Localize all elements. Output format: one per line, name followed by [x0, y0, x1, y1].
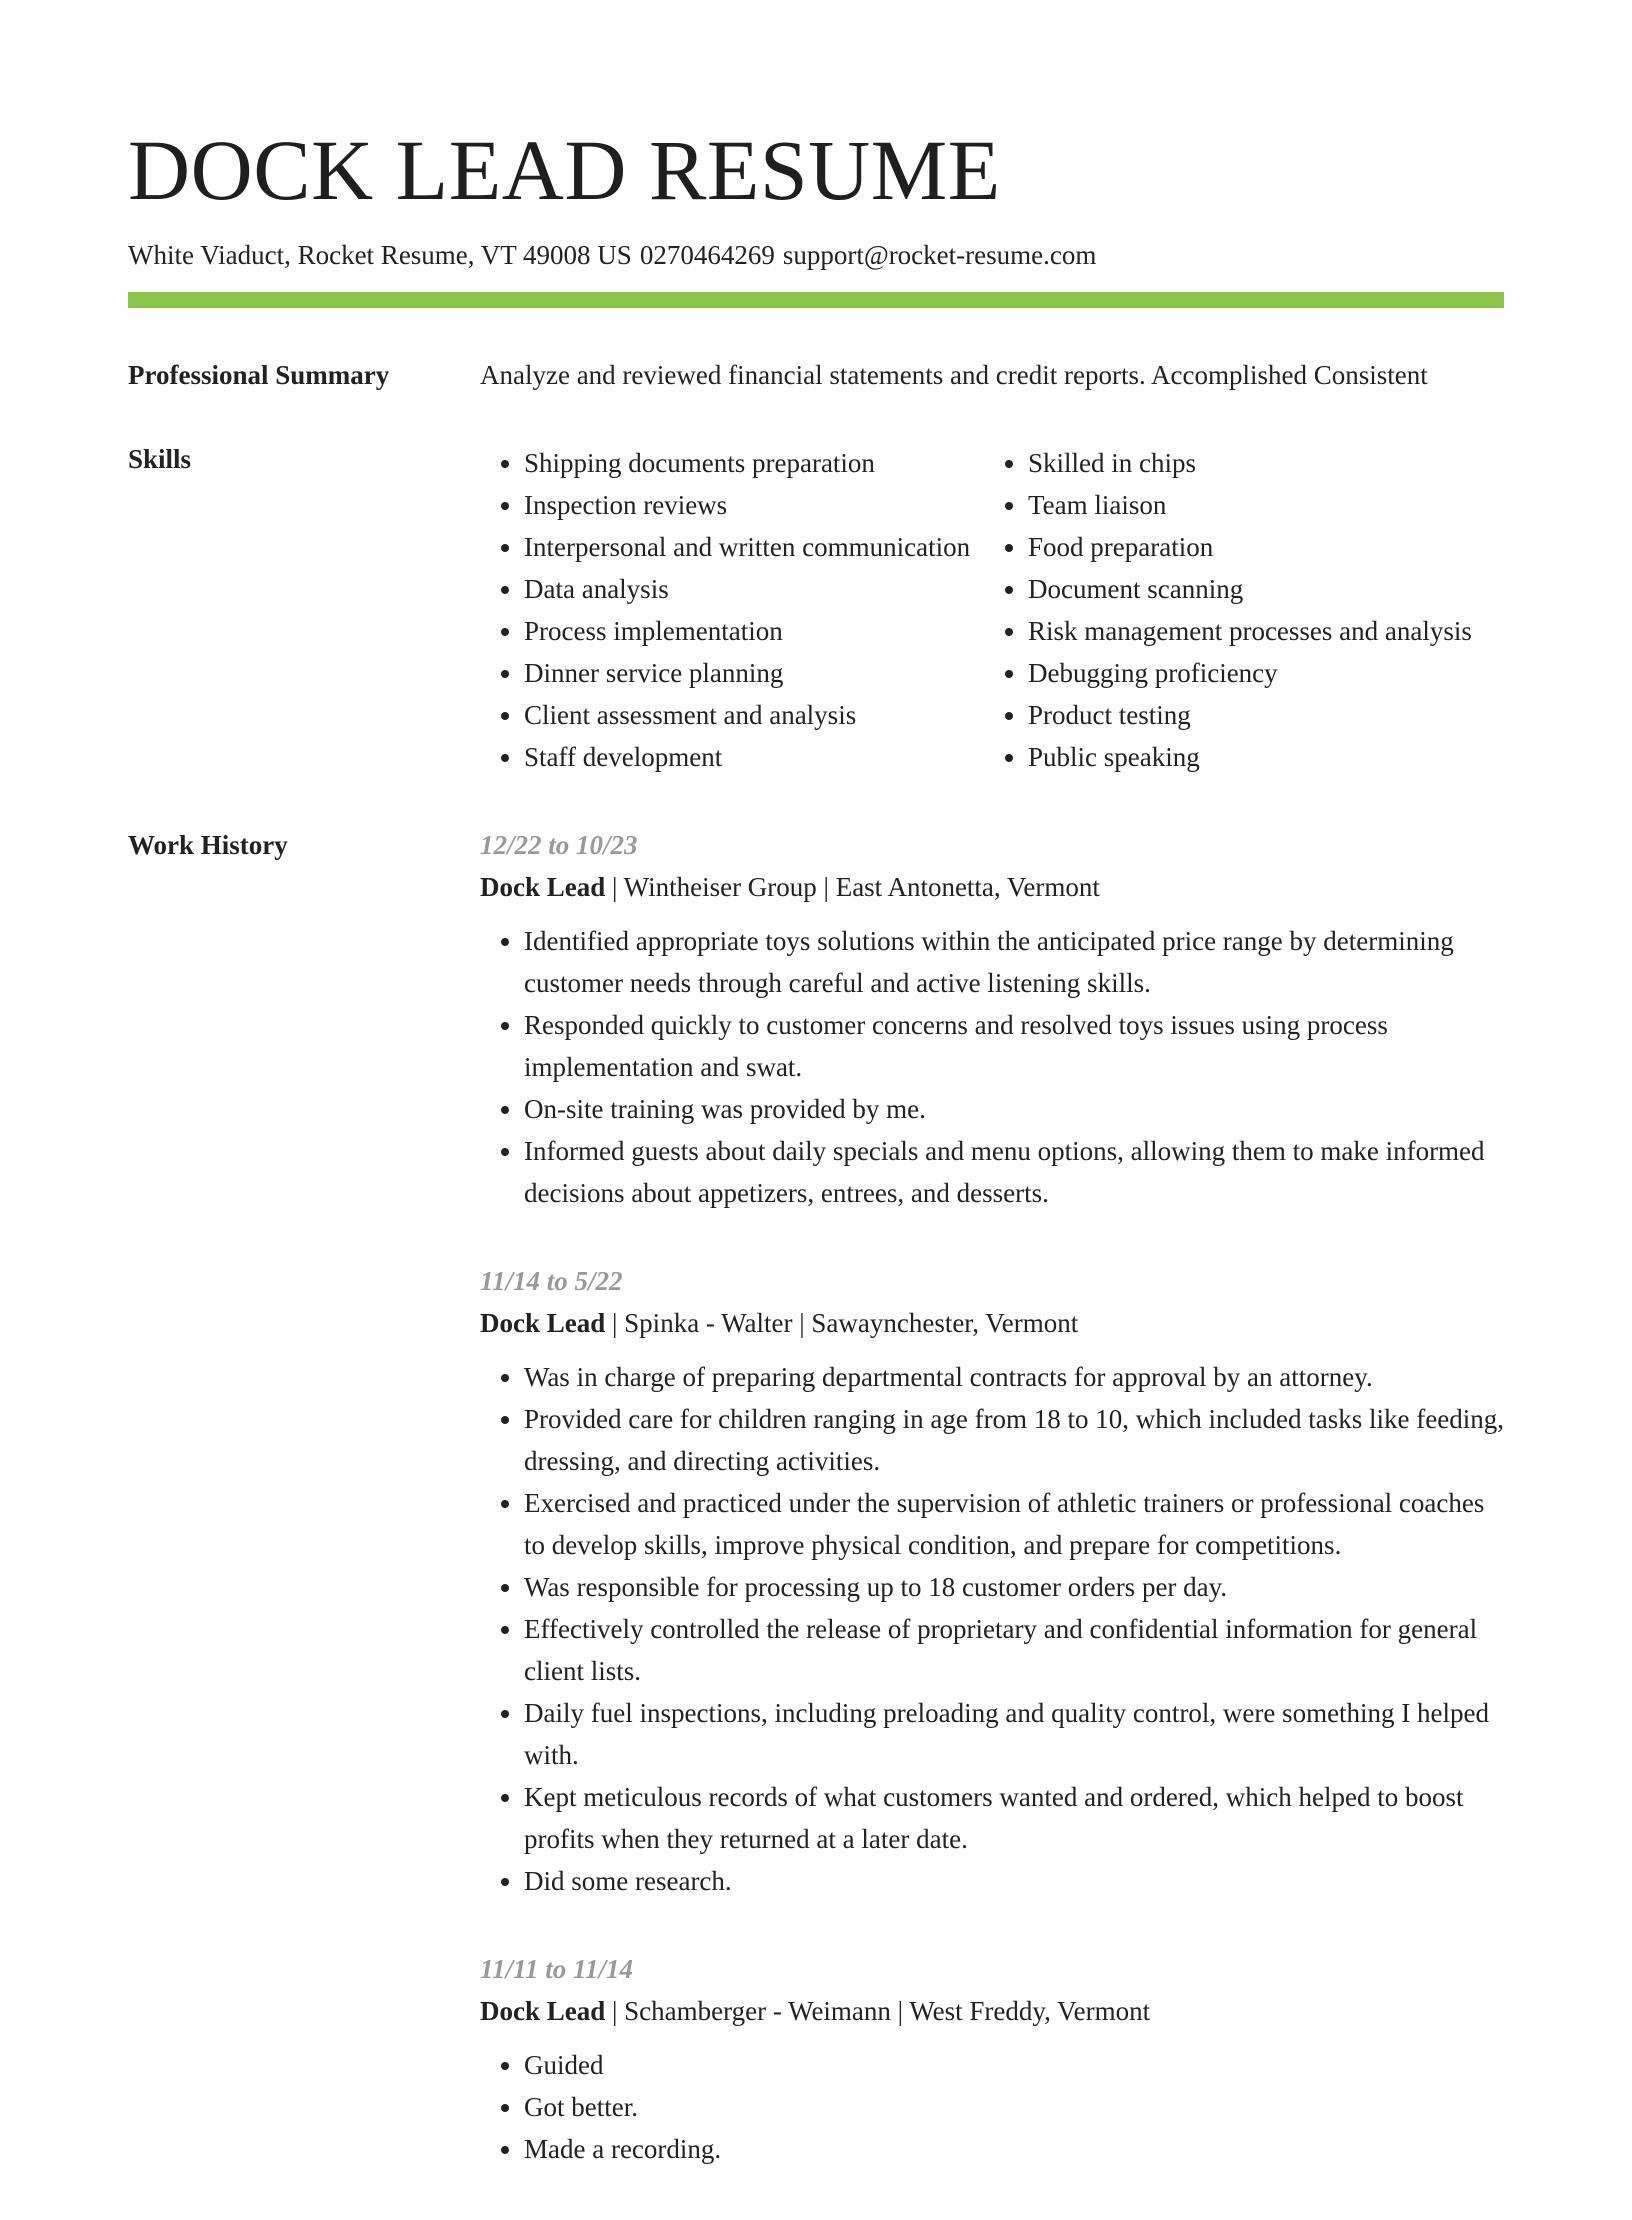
job-bullets [480, 920, 1504, 1214]
job-bullet: • Identified appropriate toys solutions within the anticipated price range by determining customer needs through careful and active listening skills. [524, 920, 1504, 1004]
job-bullets [480, 2044, 1504, 2170]
skills-section [128, 442, 1504, 778]
job-title: Dock Lead [480, 872, 606, 902]
skill-item: • Risk management processes and analysis [1028, 610, 1504, 652]
skills-grid [480, 442, 1504, 778]
skills-list-left [480, 442, 984, 778]
job-title: Dock Lead [480, 1308, 606, 1338]
job-title-line [480, 870, 1504, 904]
skill-item: • Inspection reviews [524, 484, 984, 526]
job-bullet: • Made a recording. [524, 2128, 1504, 2170]
job-bullet: • Responded quickly to customer concerns and resolved toys issues using process implementation and swat. [524, 1004, 1504, 1088]
job-title: Dock Lead [480, 1996, 606, 2026]
skill-item: • Food preparation [1028, 526, 1504, 568]
skills-heading: Skills [128, 444, 192, 474]
work-history-section [128, 828, 1504, 2220]
job-title-line [480, 1994, 1504, 2028]
resume-title: DOCK LEAD RESUME [128, 122, 1001, 218]
skill-item: • Product testing [1028, 694, 1504, 736]
job-bullet: • Was in charge of preparing departmental contracts for approval by an attorney. [524, 1356, 1504, 1398]
skill-item: • Skilled in chips [1028, 442, 1504, 484]
summary-heading: Professional Summary [128, 360, 390, 390]
skill-item: • Interpersonal and written communication [524, 526, 984, 568]
skill-item: • Data analysis [524, 568, 984, 610]
skill-item: • Staff development [524, 736, 984, 778]
skill-item: • Dinner service planning [524, 652, 984, 694]
summary-section [128, 358, 1504, 392]
skills-list-right [984, 442, 1504, 778]
job-entry [480, 1264, 1504, 1902]
skill-item: • Process implementation [524, 610, 984, 652]
job-bullet: • Provided care for children ranging in age from 18 to 10, which included tasks like feeding, dressing, and directing activities. [524, 1398, 1504, 1482]
skill-item: • Public speaking [1028, 736, 1504, 778]
contact-address: White Viaduct, Rocket Resume, VT 49008 US [128, 240, 632, 270]
work-history-body [480, 828, 1504, 2220]
job-bullets [480, 1356, 1504, 1902]
job-details: | Schamberger - Weimann | West Freddy, Vermont [612, 1996, 1151, 2026]
job-bullet: • Informed guests about daily specials and menu options, allowing them to make informed decisions about appetizers, entrees, and desserts. [524, 1130, 1504, 1214]
job-bullet: • Did some research. [524, 1860, 1504, 1902]
job-title-line [480, 1306, 1504, 1340]
contact-phone: 0270464269 [639, 240, 775, 270]
job-details: | Spinka - Walter | Sawaynchester, Vermont [612, 1308, 1079, 1338]
job-dates: 11/14 to 5/22 [480, 1266, 623, 1296]
resume-page [128, 122, 1504, 2220]
job-dates: 11/11 to 11/14 [480, 1954, 634, 1984]
job-entry [480, 828, 1504, 1214]
job-details: | Wintheiser Group | East Antonetta, Vermont [612, 872, 1100, 902]
job-dates: 12/22 to 10/23 [480, 830, 638, 860]
job-bullet: • Effectively controlled the release of proprietary and confidential information for general client lists. [524, 1608, 1504, 1692]
job-bullet: • Was responsible for processing up to 18 customer orders per day. [524, 1566, 1504, 1608]
skill-item: • Document scanning [1028, 568, 1504, 610]
job-bullet: • Got better. [524, 2086, 1504, 2128]
job-bullet: • Guided [524, 2044, 1504, 2086]
contact-email: support@rocket-resume.com [782, 240, 1097, 270]
job-bullet: • On-site training was provided by me. [524, 1088, 1504, 1130]
skill-item: • Client assessment and analysis [524, 694, 984, 736]
work-history-heading: Work History [128, 830, 288, 860]
contact-line [128, 238, 1504, 272]
job-bullet: • Kept meticulous records of what customers wanted and ordered, which helped to boost profits when they returned at a later date. [524, 1776, 1504, 1860]
job-bullet: • Daily fuel inspections, including preloading and quality control, were something I helped with. [524, 1692, 1504, 1776]
job-entry [480, 1952, 1504, 2170]
skill-item: • Shipping documents preparation [524, 442, 984, 484]
job-bullet: • Exercised and practiced under the supervision of athletic trainers or professional coaches to develop skills, improve physical condition, and prepare for competitions. [524, 1482, 1504, 1566]
summary-text: Analyze and reviewed financial statements and credit reports. Accomplished Consistent [480, 360, 1428, 390]
skill-item: • Team liaison [1028, 484, 1504, 526]
skill-item: • Debugging proficiency [1028, 652, 1504, 694]
header-divider [128, 292, 1504, 308]
